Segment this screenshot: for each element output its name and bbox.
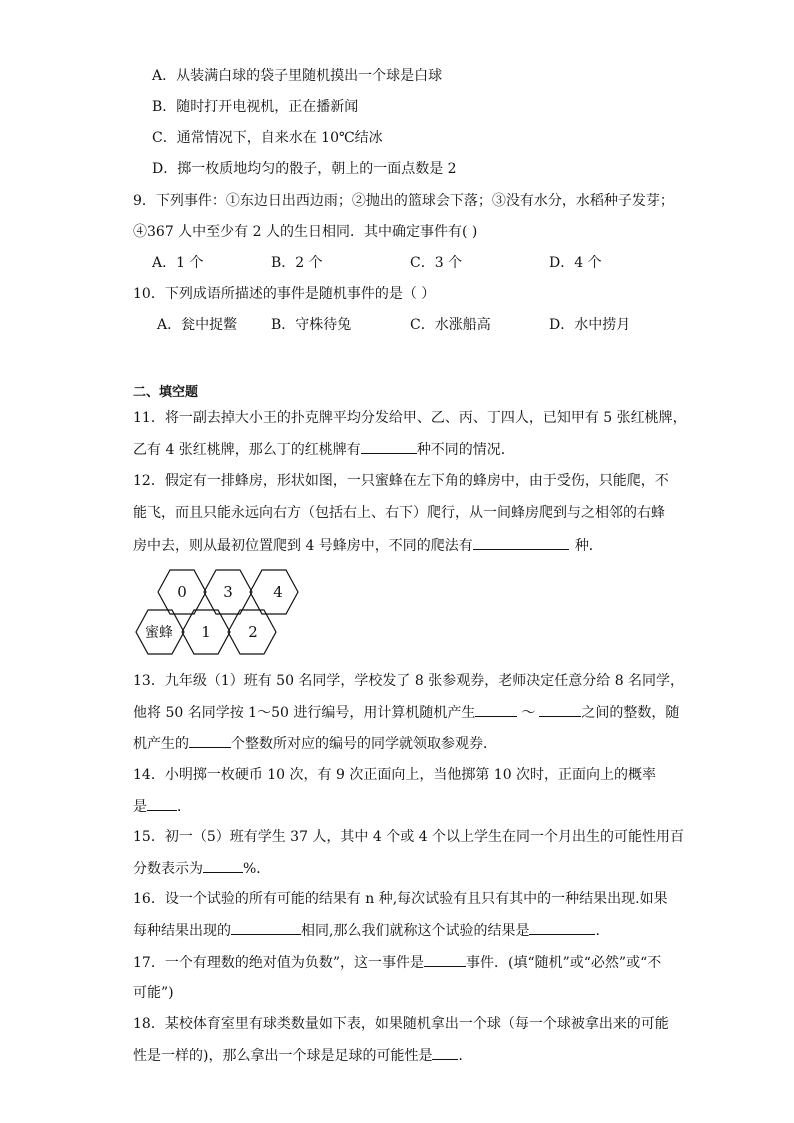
hex-label-4: 4 bbox=[273, 583, 283, 601]
q10-line1: 10．下列成语所描述的事件是随机事件的是（ ） bbox=[133, 286, 436, 302]
q12-line3-text-b: 种． bbox=[574, 538, 603, 554]
q15-line2-text-a: 分数表示为 bbox=[133, 861, 203, 877]
q8-option-a: A．从装满白球的袋子里随机摸出一个球是白球 bbox=[152, 68, 443, 84]
q16-answer-blank-2[interactable] bbox=[529, 920, 595, 935]
q16-line2 bbox=[133, 920, 600, 941]
q8-option-c: C．通常情况下，自来水在 10℃结冰 bbox=[152, 130, 383, 146]
q9-option-d: D．4 个 bbox=[549, 255, 602, 271]
q14-line1: 14．小明掷一枚硬币 10 次，有 9 次正面向上，当他掷第 10 次时，正面向上的概率 bbox=[133, 767, 657, 783]
q13-line3-text-b: 个整数所对应的编号的同学就领取参观券． bbox=[231, 736, 497, 752]
q13-line3 bbox=[133, 733, 497, 754]
q17-line2: 可能”) bbox=[133, 985, 174, 1001]
q14-line2-text-b: ． bbox=[177, 799, 191, 815]
q14-answer-blank[interactable] bbox=[147, 796, 177, 811]
q11-line2-text-b: 种不同的情况． bbox=[416, 442, 515, 458]
hex-label-3: 3 bbox=[223, 583, 233, 601]
q15-line2-text-b: %． bbox=[243, 861, 271, 877]
q10-option-c: C．水涨船高 bbox=[410, 317, 491, 333]
q9-option-b: B．2 个 bbox=[271, 255, 323, 271]
q16-line2-text-a: 每种结果出现的 bbox=[133, 923, 231, 939]
q13-line1: 13．九年级（1）班有 50 名同学，学校发了 8 张参观券，老师决定任意分给 8 名同学， bbox=[133, 673, 685, 689]
q10-option-b: B．守株待兔 bbox=[271, 317, 352, 333]
q14-line2 bbox=[133, 796, 191, 817]
q12-line1: 12．假定有一排蜂房，形状如图，一只蜜蜂在左下角的蜂房中，由于受伤，只能爬，不 bbox=[133, 473, 669, 489]
q13-line3-text-a: 机产生的 bbox=[133, 736, 189, 752]
q17-answer-blank[interactable] bbox=[424, 952, 466, 967]
q17-line1-text-a: 17．一个有理数的绝对值为负数”，这一事件是 bbox=[133, 955, 424, 971]
q18-line2 bbox=[133, 1045, 472, 1066]
q16-answer-blank-1[interactable] bbox=[231, 920, 301, 935]
hex-label-1: 1 bbox=[201, 623, 211, 641]
q16-line2-text-b: 相同,那么我们就称这个试验的结果是 bbox=[301, 923, 530, 939]
q13-answer-blank-2[interactable] bbox=[539, 702, 581, 717]
q15-line2 bbox=[133, 858, 270, 879]
hex-label-bee: 蜜蜂 bbox=[145, 625, 173, 641]
q13-line2 bbox=[133, 702, 679, 723]
q8-option-b: B．随时打开电视机，正在播新闻 bbox=[152, 99, 359, 115]
q18-answer-blank[interactable] bbox=[432, 1045, 458, 1060]
q12-answer-blank[interactable] bbox=[473, 535, 569, 550]
q15-answer-blank[interactable] bbox=[203, 858, 243, 873]
q8-option-d: D．掷一枚质地均匀的骰子，朝上的一面点数是 2 bbox=[152, 161, 457, 177]
q18-line1: 18．某校体育室里有球类数量如下表，如果随机拿出一个球（每一个球被拿出来的可能 bbox=[133, 1016, 669, 1032]
q13-answer-blank-3[interactable] bbox=[189, 733, 231, 748]
q12-line3 bbox=[133, 535, 603, 556]
q9-line2: ④367 人中至少有 2 人的生日相同．其中确定事件有( ) bbox=[133, 224, 478, 240]
q18-line2-text-b: ． bbox=[458, 1048, 473, 1064]
q9-line1: 9．下列事件：①东边日出西边雨；②抛出的篮球会下落；③没有水分，水稻种子发芽； bbox=[133, 193, 674, 209]
section-title-fill-in: 二、填空题 bbox=[133, 385, 199, 400]
q16-line1: 16．设一个试验的所有可能的结果有 n 种,每次试验有且只有其中的一种结果出现.如果 bbox=[133, 891, 668, 907]
q11-line2-text-a: 乙有 4 张红桃牌，那么丁的红桃牌有 bbox=[133, 442, 361, 458]
q10-option-a: A．瓮中捉鳖 bbox=[157, 317, 238, 333]
q13-line2-tilde: ～ bbox=[521, 705, 536, 721]
q9-option-a: A．1 个 bbox=[152, 255, 204, 271]
hex-label-2: 2 bbox=[248, 623, 258, 641]
q12-line3-text-a: 房中去，则从最初位置爬到 4 号蜂房中，不同的爬法有 bbox=[133, 538, 473, 554]
q9-option-c: C．3 个 bbox=[410, 255, 463, 271]
q13-answer-blank-1[interactable] bbox=[475, 702, 517, 717]
q16-line2-text-c: . bbox=[595, 923, 600, 939]
q13-line2-text-c: 之间的整数，随 bbox=[581, 705, 680, 721]
hex-label-0: 0 bbox=[177, 583, 187, 601]
q11-line2 bbox=[133, 439, 515, 460]
q14-line2-text-a: 是 bbox=[133, 799, 147, 815]
q11-line1: 11．将一副去掉大小王的扑克牌平均分发给甲、乙、丙、丁四人，已知甲有 5 张红桃牌， bbox=[133, 410, 687, 426]
q15-line1: 15．初一（5）班有学生 37 人，其中 4 个或 4 个以上学生在同一个月出生的可能性用百 bbox=[133, 829, 685, 845]
q17-line1 bbox=[133, 952, 661, 973]
q17-line1-text-b: 事件．(填“随机”或“必然”或“不 bbox=[465, 955, 662, 971]
q11-answer-blank[interactable] bbox=[361, 439, 417, 454]
q10-option-d: D．水中捞月 bbox=[549, 317, 631, 333]
q13-line2-text-a: 他将 50 名同学按 1～50 进行编号，用计算机随机产生 bbox=[133, 705, 476, 721]
q12-line2: 能飞，而且只能永远向右方（包括右上、右下）爬行，从一间蜂房爬到与之相邻的右蜂 bbox=[133, 505, 665, 521]
q18-line2-text-a: 性是一样的)，那么拿出一个球是足球的可能性是 bbox=[133, 1048, 433, 1064]
honeycomb-figure bbox=[130, 562, 310, 662]
